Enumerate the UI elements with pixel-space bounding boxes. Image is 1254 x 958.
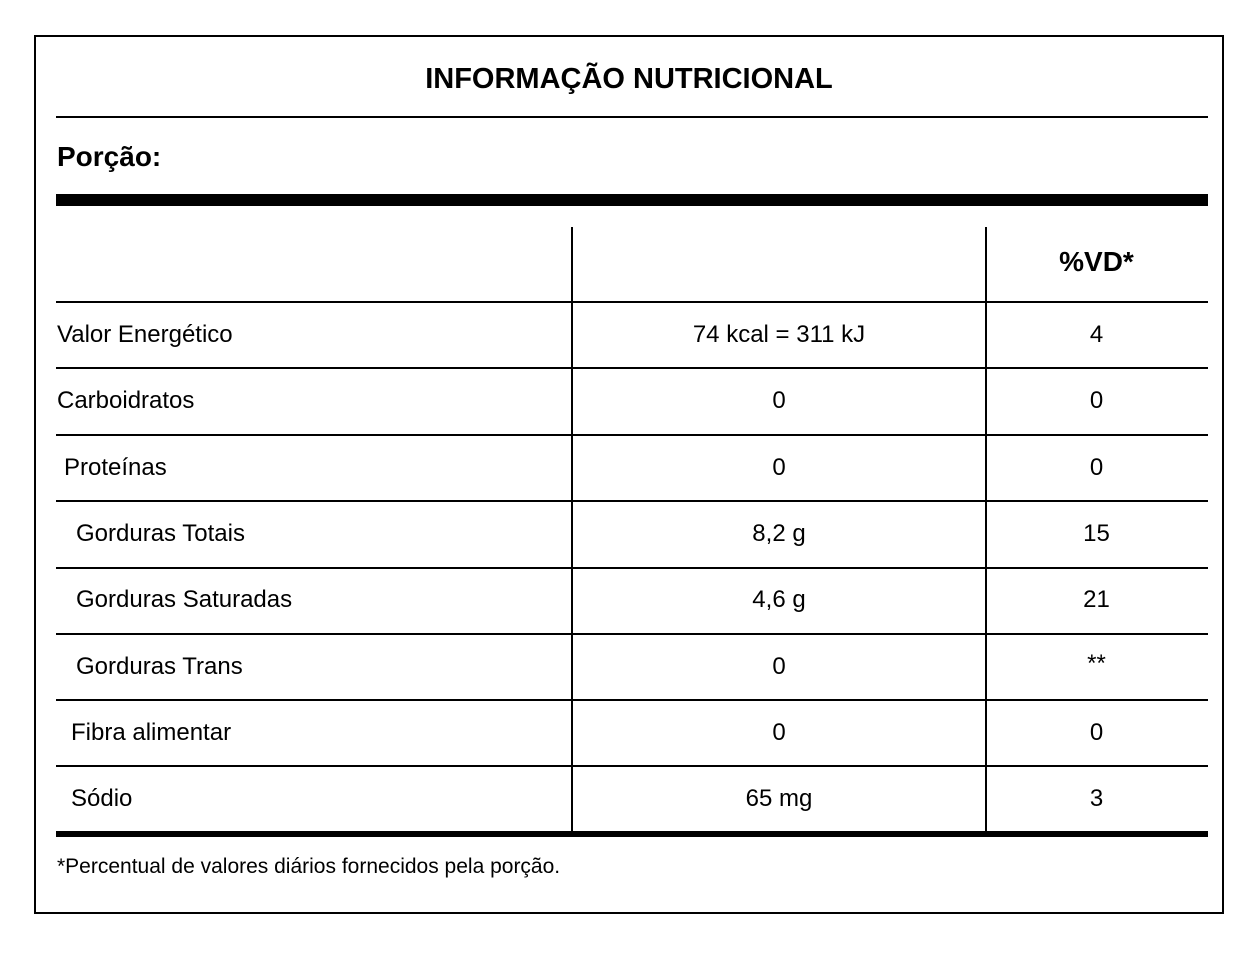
row-protein-name: Proteínas	[64, 454, 167, 481]
header-dv: %VD*	[1059, 246, 1134, 277]
row-protein-dv: 0	[1089, 454, 1104, 481]
row-divider	[56, 301, 1208, 303]
row-fiber-dv: 0	[1089, 719, 1104, 746]
row-sodium-dv: 3	[1089, 785, 1104, 812]
row-energy-name: Valor Energético	[57, 321, 233, 348]
row-saturated-fat-name: Gorduras Saturadas	[76, 586, 293, 613]
row-divider	[56, 699, 1208, 701]
row-carbs-dv: 0	[1089, 387, 1104, 414]
row-carbs-amount: 0	[772, 387, 786, 414]
row-saturated-fat-amount: 4,6 g	[752, 586, 806, 613]
dv-footnote: *Percentual de valores diários fornecidos pela porção.	[57, 855, 561, 878]
row-divider	[56, 500, 1208, 502]
row-divider	[56, 434, 1208, 436]
row-divider	[56, 765, 1208, 767]
row-total-fat-dv: 15	[1083, 520, 1110, 547]
row-total-fat-amount: 8,2 g	[752, 520, 806, 547]
row-protein-amount: 0	[772, 454, 786, 481]
row-sodium-name: Sódio	[71, 785, 133, 812]
row-trans-fat-dv: **	[1087, 650, 1106, 677]
row-fiber-name: Fibra alimentar	[71, 719, 232, 746]
row-divider	[56, 567, 1208, 569]
row-energy-amount: 74 kcal = 311 kJ	[692, 321, 866, 348]
row-divider	[56, 367, 1208, 369]
row-energy-dv: 4	[1089, 321, 1104, 348]
row-divider	[56, 633, 1208, 635]
row-total-fat-name: Gorduras Totais	[76, 520, 245, 547]
table-bottom-thick-divider	[56, 831, 1208, 837]
portion-label: Porção:	[57, 141, 162, 172]
row-saturated-fat-dv: 21	[1083, 586, 1110, 613]
row-sodium-amount: 65 mg	[745, 785, 813, 812]
nutrition-facts-panel	[34, 35, 1224, 914]
row-trans-fat-amount: 0	[772, 653, 786, 680]
row-carbs-name: Carboidratos	[57, 387, 195, 414]
title-divider	[56, 116, 1208, 118]
row-trans-fat-name: Gorduras Trans	[76, 653, 243, 680]
row-fiber-amount: 0	[772, 719, 786, 746]
label-title: INFORMAÇÃO NUTRICIONAL	[425, 63, 833, 95]
portion-thick-divider	[56, 194, 1208, 206]
